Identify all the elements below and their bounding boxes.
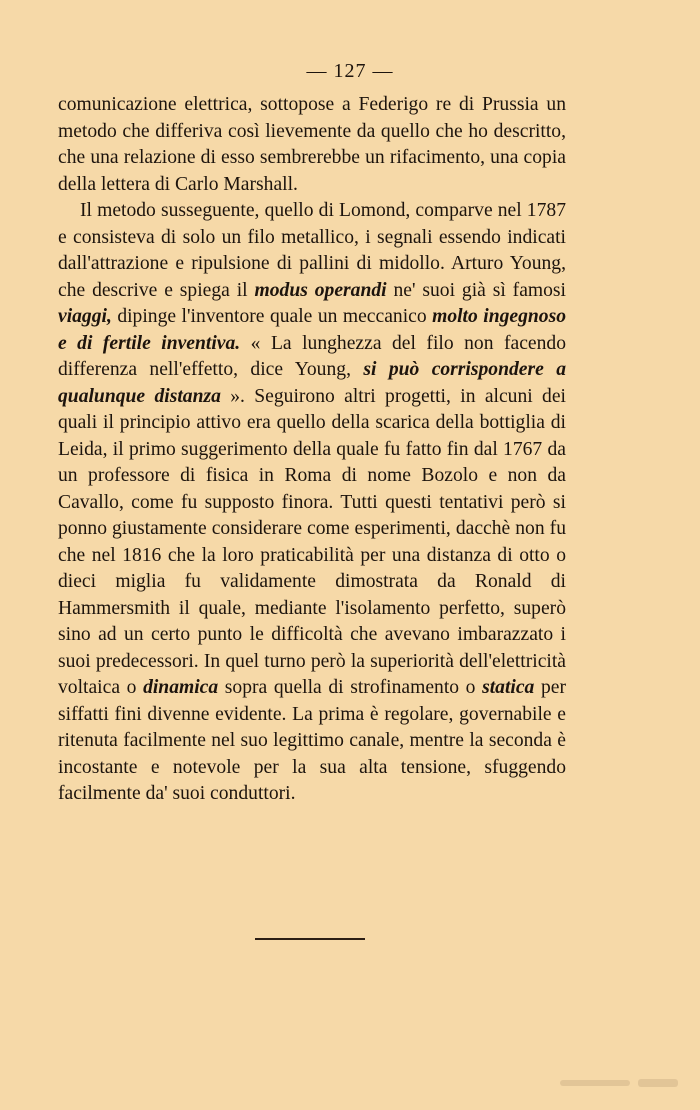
text-run: ne' suoi già sì famosi bbox=[386, 279, 566, 301]
watermark-icon bbox=[560, 1076, 680, 1090]
body-text bbox=[58, 92, 566, 808]
emphasis-text: statica bbox=[482, 677, 535, 698]
emphasis-text: molto ingegnoso e di fertile inventiva. bbox=[58, 306, 566, 354]
text-run: dipinge l'inventore quale un meccanico bbox=[111, 306, 433, 327]
emphasis-text: viaggi, bbox=[58, 306, 112, 327]
emphasis-text: dinamica bbox=[143, 677, 219, 698]
text-run: per siffatti fini divenne evidente. La prima è regolare, governabile e ritenuta facilmente nel suo legittimo canale, mentre la seconda è incostante e notevole per la sua alta tensione, sfuggendo facilmente da' suoi conduttori. bbox=[58, 677, 567, 804]
end-rule bbox=[255, 938, 365, 940]
emphasis-text: modus operandi bbox=[254, 279, 387, 301]
paragraph-1 bbox=[58, 92, 566, 198]
text-run: ». Seguirono altri progetti, in alcuni dei quali il principio attivo era quello della scarica della bottiglia di Leida, il primo suggerimento della quale fu fatto fin dal 1767 da un professore di fisica in Roma di nome Bozolo e non da Cavallo, come fu supposto finora. Tutti questi tentativi però si ponno giustamente considerare come esperimenti, dacchè non fu che nel 1816 che la loro praticabilità per una distanza di otto o dieci miglia fu validamente dimostrata da Ronald di Hammersmith il quale, mediante l'isolamento perfetto, superò sino ad un certo punto le difficoltà che avevano imbarazzato i suoi predecessori. In quel turno però la superiorità dell'elettricità voltaica o bbox=[58, 385, 566, 698]
text-run: Il metodo susseguente, quello di Lomond, comparve nel 1787 e consisteva di solo un filo metallico, i segnali essendo indicati dall'attrazione e ripulsione di pallini di midollo. Arturo Young, che descrive e spiega il bbox=[58, 200, 566, 301]
text-run: comunicazione elettrica, sottopose a Federigo re di Prussia un metodo che differiva così lievemente da quello che ho descritto, che una relazione di esso sembrerebbe un rifacimento, una copia della lettera di Carlo Marshall. bbox=[58, 94, 566, 195]
page-number: — 127 — bbox=[306, 60, 394, 82]
text-run: sopra quella di strofinamento o bbox=[218, 677, 483, 698]
emphasis-text: si può corrispondere a qualunque distanza bbox=[58, 359, 566, 407]
text-run: « La lunghezza del filo non facendo differenza nell'effetto, dice Young, bbox=[58, 332, 567, 380]
paragraph-2 bbox=[58, 198, 566, 808]
